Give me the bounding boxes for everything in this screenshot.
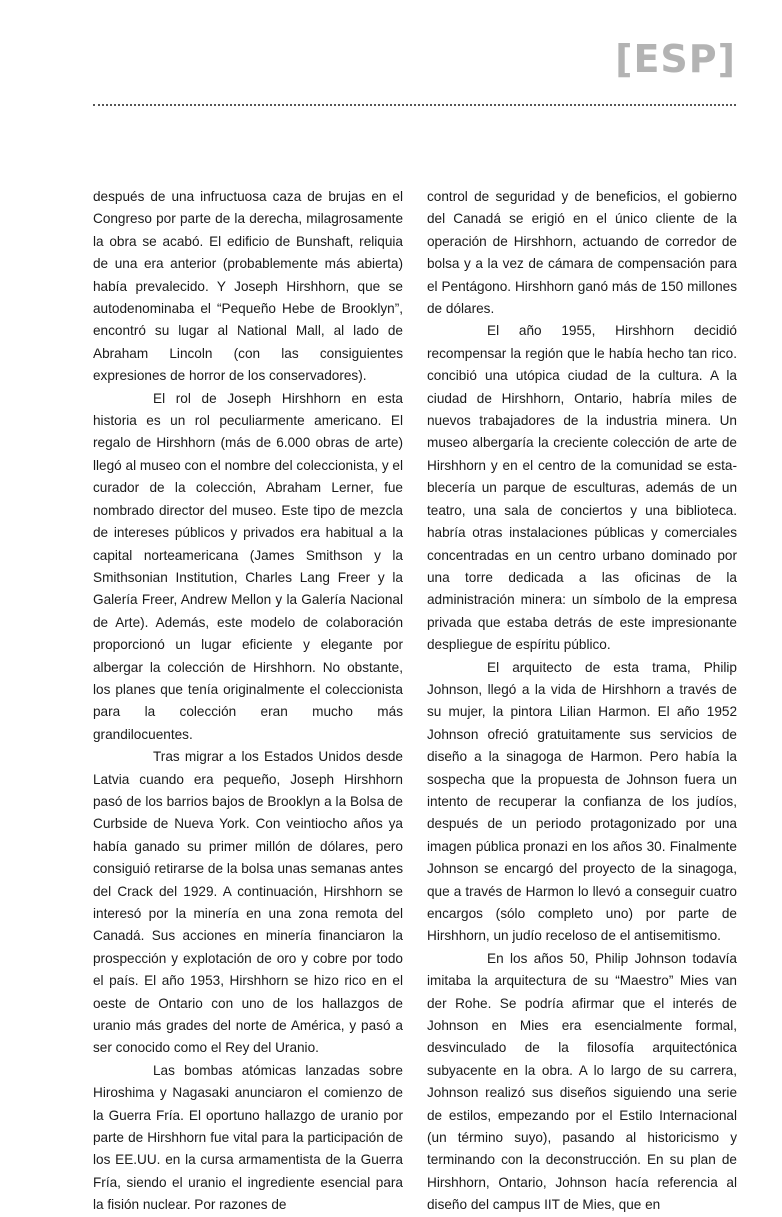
paragraph: El arquitecto de esta trama, Philip Johnson, llegó a la vida de Hirshhorn a través de su mujer, la pintora Lilian Harmon. El año 1952 Johnson ofreció gratuitamente sus servicios de diseño a la sinagoga de Harmon. Pero había la sospecha que la propuesta de Johnson fuera un intento de recuperar la confianza de los judíos, después de un periodo protagonizado por una imagen pública pronazi en los años 30. Finalmente Johnson se encargó del proyecto de la sinagoga, que a través de Harmon lo llevó a conseguir cuatro encargos (sólo completo uno) por parte de Hirshhorn, un judío receloso de el antisemitismo. bbox=[427, 659, 737, 944]
language-tag: [ESP] bbox=[615, 37, 736, 81]
paragraph: Las bombas atómicas lanzadas sobre Hiroshima y Nagasaki anunciaron el comienzo de la Guerra Fría. El oportuno hallazgo de uranio por parte de Hirshhorn fue vital para la participación de los EE.UU. en la cursa armamentista de la Guerra Fría, siendo el uranio el ingrediente esencial para la fisión nuclear. Por razones de bbox=[93, 1062, 403, 1213]
paragraph: En los años 50, Philip Johnson todavía imitaba la arquitectura de su “Maestro” Mies van der Rohe. Se podría afirmar que el interés de Johnson en Mies era esencialmente formal, desvinculado de la filosofía arquitectónica subyacente en la obra. A lo largo de su carrera, Johnson realizó sus diseños siguiendo una serie de estilos, empezando por el Estilo Internacional (un término suyo), pasando al historicismo y terminando con la deconstrucción. En su plan de Hirshhorn, Ontario, Johnson hacía referencia al diseño del campus IIT de Mies, que en bbox=[427, 950, 737, 1213]
right-column bbox=[427, 186, 737, 1217]
paragraph: después de una infructuosa caza de brujas en el Congreso por parte de la derecha, milagrosamente la obra se acabó. El edificio de Bunshaft, reliquia de una era anterior (probablemente más abierta) había prevalecido. Y Joseph Hirshhorn, que se autodenominaba el “Pequeño Hebe de Brooklyn”, encontró su lugar al National Mall, al lado de Abraham Lincoln (con las consiguientes expresiones de horror de los conservadores). bbox=[93, 189, 403, 384]
paragraph: Tras migrar a los Estados Unidos desde Latvia cuando era pequeño, Joseph Hirshhorn pasó de los barrios bajos de Brooklyn a la Bolsa de Curbside de Nueva York. Con veintiocho años ya había ganado su primer millón de dólares, pero consiguió retirarse de la bolsa unas semanas antes del Crack del 1929. A continuación, Hirshhorn se interesó por la minería en una zona remota del Canadá. Sus acciones en minería financiaron la prospección y explotación de oro y cobre por todo el país. El año 1953, Hirshhorn se hizo rico en el oeste de Ontario con uno de los hallazgos de uranio más grades del norte de América, y pasó a ser conocido como el Rey del Uranio. bbox=[93, 749, 403, 1056]
header-dotted-rule bbox=[93, 104, 736, 106]
paragraph: control de seguridad y de beneficios, el gobierno del Canadá se erigió en el único cliente de la operación de Hirshhorn, actuando de corredor de bolsa y a la vez de cámara de compensación para el Pentágono. Hirshhorn ganó más de 150 millones de dólares. bbox=[427, 189, 737, 317]
paragraph: El rol de Joseph Hirshhorn en esta historia es un rol peculiarmente americano. El regalo de Hirshhorn (más de 6.000 obras de arte) llegó al museo con el nombre del coleccionista, y el curador de la colección, Abraham Lerner, fue nombrado director del museo. Este tipo de mezcla de intereses públicos y privados era habitual a la capital norteamericana (James Smithson y la Smithsonian Institution, Charles Lang Freer y la Galería Freer, Andrew Mellon y la Galería Nacional de Arte). Además, este modelo de colaboración proporcionó un lugar eficiente y elegante por albergar la colección de Hirshhorn. No obstante, los planes que tenía originalmente el coleccionista para la colección eran mucho más grandilocuentes. bbox=[93, 390, 403, 742]
paragraph: El año 1955, Hirshhorn decidió recompensar la región que le había hecho tan rico. concibió una utópica ciudad de la cultura. A la ciudad de Hirshhorn, Ontario, habría miles de nuevos trabajadores de la industria minera. Un museo albergaría la creciente colección de arte de Hirshhorn y en el centro de la comunidad se establecería un parque de esculturas, además de un teatro, una sala de conciertos y una biblioteca. habría otras instalaciones públicas y comerciales concentradas en un centro urbano dominado por una torre dedicada a las oficinas de la administración minera: un símbolo de la empresa privada que estaba detrás de este impresionante despliegue de espíritu público. bbox=[427, 323, 737, 653]
left-column bbox=[93, 186, 403, 1217]
